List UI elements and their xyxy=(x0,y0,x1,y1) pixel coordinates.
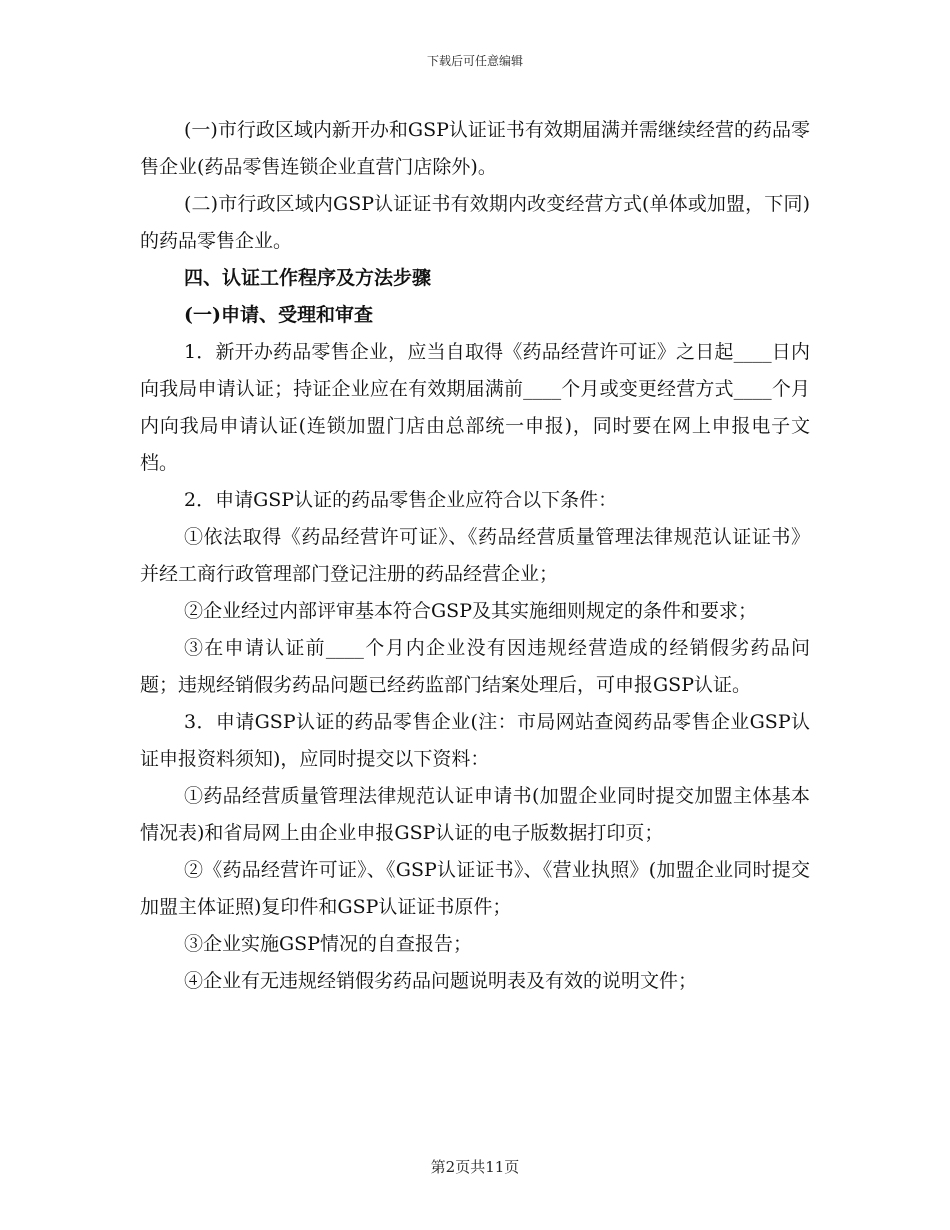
list-item: ①依法取得《药品经营许可证》、《药品经营质量管理法律规范认证证书》并经工商行政管理部门登记注册的药品经营企业； xyxy=(140,526,810,585)
list-item: ②企业经过内部评审基本符合GSP及其实施细则规定的条件和要求； xyxy=(184,600,757,622)
list-item: ①药品经营质量管理法律规范认证申请书(加盟企业同时提交加盟主体基本情况表)和省局网上由企业申报GSP认证的电子版数据打印页； xyxy=(140,785,810,844)
section-heading: 四、认证工作程序及方法步骤 xyxy=(184,267,432,289)
subsection-heading: (一)申请、受理和审查 xyxy=(184,304,373,326)
page-footer: 第2页共11页 xyxy=(430,1158,520,1176)
list-item: ④企业有无违规经销假劣药品问题说明表及有效的说明文件； xyxy=(184,970,698,992)
list-item: ③企业实施GSP情况的自查报告； xyxy=(184,933,472,955)
paragraph: 1．新开办药品零售企业，应当自取得《药品经营许可证》之日起____日内向我局申请认证；持证企业应在有效期届满前____个月或变更经营方式____个月内向我局申请认证(连锁加盟门店由总部统一申报)，同时要在网上申报电子文档。 xyxy=(140,341,810,474)
paragraph: 3．申请GSP认证的药品零售企业(注：市局网站查阅药品零售企业GSP认证申报资料须知)，应同时提交以下资料： xyxy=(140,711,810,770)
list-item: ②《药品经营许可证》、《GSP认证证书》、《营业执照》(加盟企业同时提交加盟主体证照)复印件和GSP认证证书原件； xyxy=(140,859,810,918)
paragraph: (一)市行政区域内新开办和GSP认证证书有效期届满并需继续经营的药品零售企业(药品零售连锁企业直营门店除外)。 xyxy=(140,119,810,178)
list-item: ③在申请认证前____个月内企业没有因违规经营造成的经销假劣药品问题；违规经销假劣药品问题已经药监部门结案处理后，可申报GSP认证。 xyxy=(140,637,810,696)
paragraph: 2．申请GSP认证的药品零售企业应符合以下条件： xyxy=(184,489,618,511)
document-body xyxy=(140,112,810,1000)
paragraph: (二)市行政区域内GSP认证证书有效期内改变经营方式(单体或加盟，下同)的药品零售企业。 xyxy=(140,193,810,252)
page-header: 下载后可任意编辑 xyxy=(426,54,523,68)
